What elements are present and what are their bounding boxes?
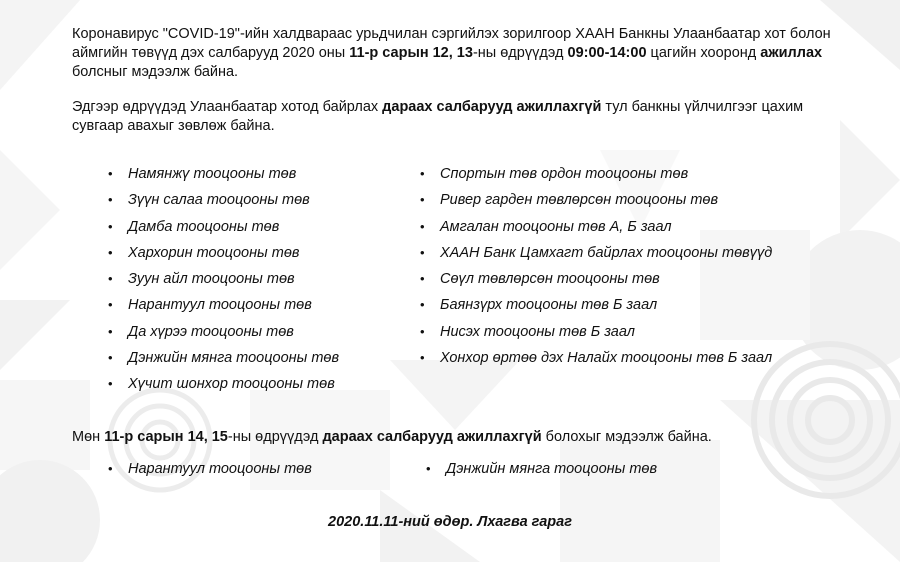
list-item: • Да хүрээ тооцооны төв xyxy=(108,319,339,345)
list-item: • Спортын төв ордон тооцооны төв xyxy=(420,161,772,187)
second-text: -ны өдрүүдэд xyxy=(227,429,323,445)
intro-text: цагийн хооронд xyxy=(646,45,761,61)
list-item: • ХААН Банк Цамхагт байрлах тооцооны төвүүд xyxy=(420,240,772,266)
list-item: • Зүүн салаа тооцооны төв xyxy=(108,187,339,213)
notice-closed-emphasis: дараах салбарууд ажиллахгүй xyxy=(382,99,602,115)
list-item: • Дэнжийн мянга тооцооны төв xyxy=(108,345,339,371)
list-item: • Хүчит шонхор тооцооны төв xyxy=(108,371,339,397)
closed-branches-second-left xyxy=(108,456,312,482)
list-item: • Хархорин тооцооны төв xyxy=(108,240,339,266)
list-item: • Сөүл төвлөрсөн тооцооны төв xyxy=(420,266,772,292)
footer-date: 2020.11.11-ний өдөр. Лхагва гараг xyxy=(328,514,572,530)
list-item: • Ривер гарден төвлөрсөн тооцооны төв xyxy=(420,187,772,213)
second-notice-paragraph xyxy=(72,428,842,447)
list-item: • Нарантуул тооцооны төв xyxy=(108,456,312,482)
list-item: • Амгалан тооцооны төв А, Б заал xyxy=(420,214,772,240)
second-text: болохыг мэдээлж байна. xyxy=(541,429,712,445)
list-item: • Зуун айл тооцооны төв xyxy=(108,266,339,292)
notice-text: тул банкны үйлчилгээг цахим сувгаар авахыг зөвлөж байна. xyxy=(72,99,804,134)
closed-branches-right xyxy=(420,161,772,371)
list-item: • Намянжү тооцооны төв xyxy=(108,161,339,187)
list-item: • Дэнжийн мянга тооцооны төв xyxy=(426,456,657,482)
list-item: • Дамба тооцооны төв xyxy=(108,214,339,240)
second-text: Мөн xyxy=(72,429,105,445)
second-dates: 11-р сарын 14, 15 xyxy=(104,429,228,445)
intro-working: ажиллах xyxy=(760,45,823,61)
intro-text: -ны өдрүүдэд xyxy=(472,45,568,61)
list-item: • Нарантуул тооцооны төв xyxy=(108,292,339,318)
intro-hours: 09:00-14:00 xyxy=(567,45,647,61)
list-item: • Нисэх тооцооны төв Б заал xyxy=(420,319,772,345)
notice-paragraph xyxy=(72,98,842,136)
closed-branches-second-right xyxy=(426,456,657,482)
intro-dates: 11-р сарын 12, 13 xyxy=(349,45,473,61)
list-item: • Хонхор өртөө дэх Налайх тооцооны төв Б заал xyxy=(420,345,772,371)
closed-branches-left xyxy=(108,161,339,398)
list-item: • Баянзүрх тооцооны төв Б заал xyxy=(420,292,772,318)
intro-text: Коронавирус "COVID-19"-ийн халдвараас урьдчилан сэргийлэх зорилгоор ХААН Банкны Улаанбаатар хот болон аймгийн төвүүд дэх салбарууд 2020 оны xyxy=(72,26,831,61)
intro-text: болсныг мэдээлж байна. xyxy=(72,64,239,80)
notice-text: Эдгээр өдрүүдэд Улаанбаатар хотод байрлах xyxy=(72,99,383,115)
second-closed-emphasis: дараах салбарууд ажиллахгүй xyxy=(322,429,542,445)
intro-paragraph xyxy=(72,25,842,82)
